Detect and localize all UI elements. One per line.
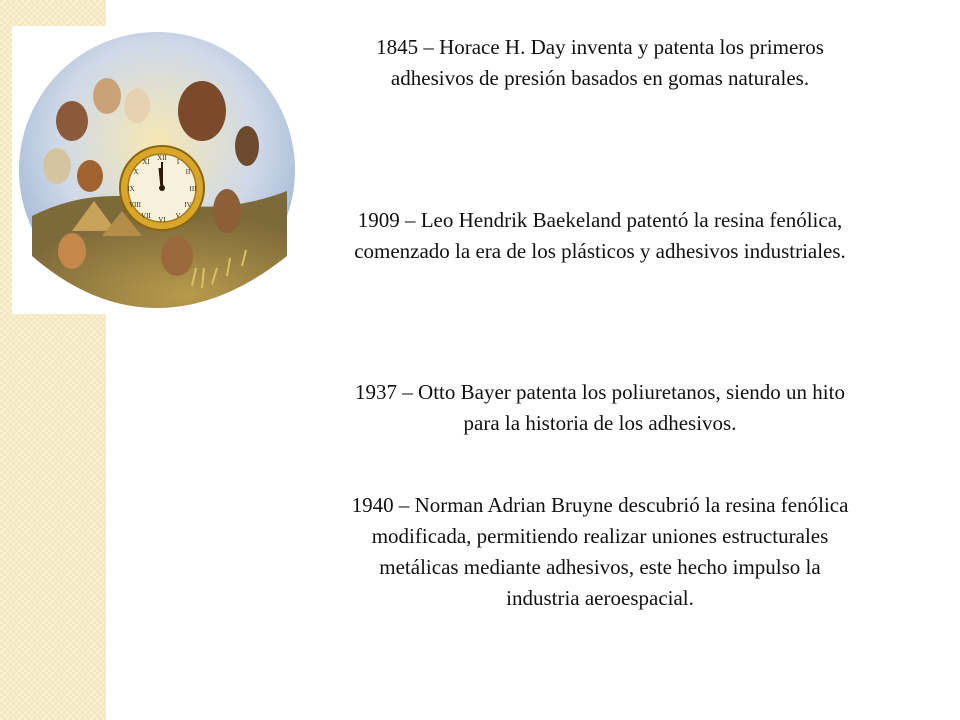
svg-text:VII: VII: [141, 212, 151, 220]
svg-text:II: II: [185, 168, 191, 176]
prehistoric-figure: [213, 189, 241, 233]
historical-figure: [93, 78, 121, 114]
svg-text:XI: XI: [142, 158, 150, 166]
historical-figure: [58, 233, 86, 269]
svg-text:VIII: VIII: [128, 201, 142, 209]
historical-figure: [56, 101, 88, 141]
timeline-entry-1845: 1845 – Horace H. Day inventa y patenta los primeros adhesivos de presión basados en gomas naturales.: [376, 35, 824, 90]
historical-figure: [77, 160, 103, 192]
history-illustration-panel: [12, 26, 302, 314]
svg-text:III: III: [189, 185, 197, 193]
prehistoric-figure: [178, 81, 226, 141]
svg-text:V: V: [175, 212, 181, 220]
timeline-entry-1940: 1940 – Norman Adrian Bruyne descubrió la resina fenólica modificada, permitiendo realizar uniones estructurales metálicas mediante adhesivos, este hecho impulso la industria aeroespacial.: [351, 493, 849, 610]
prehistoric-figure: [161, 236, 193, 276]
svg-text:X: X: [133, 168, 139, 176]
svg-text:IV: IV: [184, 201, 192, 209]
svg-text:IX: IX: [127, 185, 135, 193]
svg-text:XII: XII: [157, 154, 167, 162]
timeline-entry-1937: 1937 – Otto Bayer patenta los poliuretanos, siendo un hito para la historia de los adhesivos.: [355, 380, 845, 435]
clock-icon: [120, 146, 204, 230]
prehistoric-figure: [235, 126, 259, 166]
historical-figure: [124, 89, 150, 123]
timeline-entry-1909: 1909 – Leo Hendrik Baekeland patentó la resina fenólica, comenzado la era de los plásticos y adhesivos industriales.: [354, 208, 846, 263]
historical-figure: [43, 148, 71, 184]
svg-text:VI: VI: [158, 216, 166, 224]
svg-text:I: I: [176, 158, 180, 166]
history-clock-illustration: [12, 26, 302, 314]
